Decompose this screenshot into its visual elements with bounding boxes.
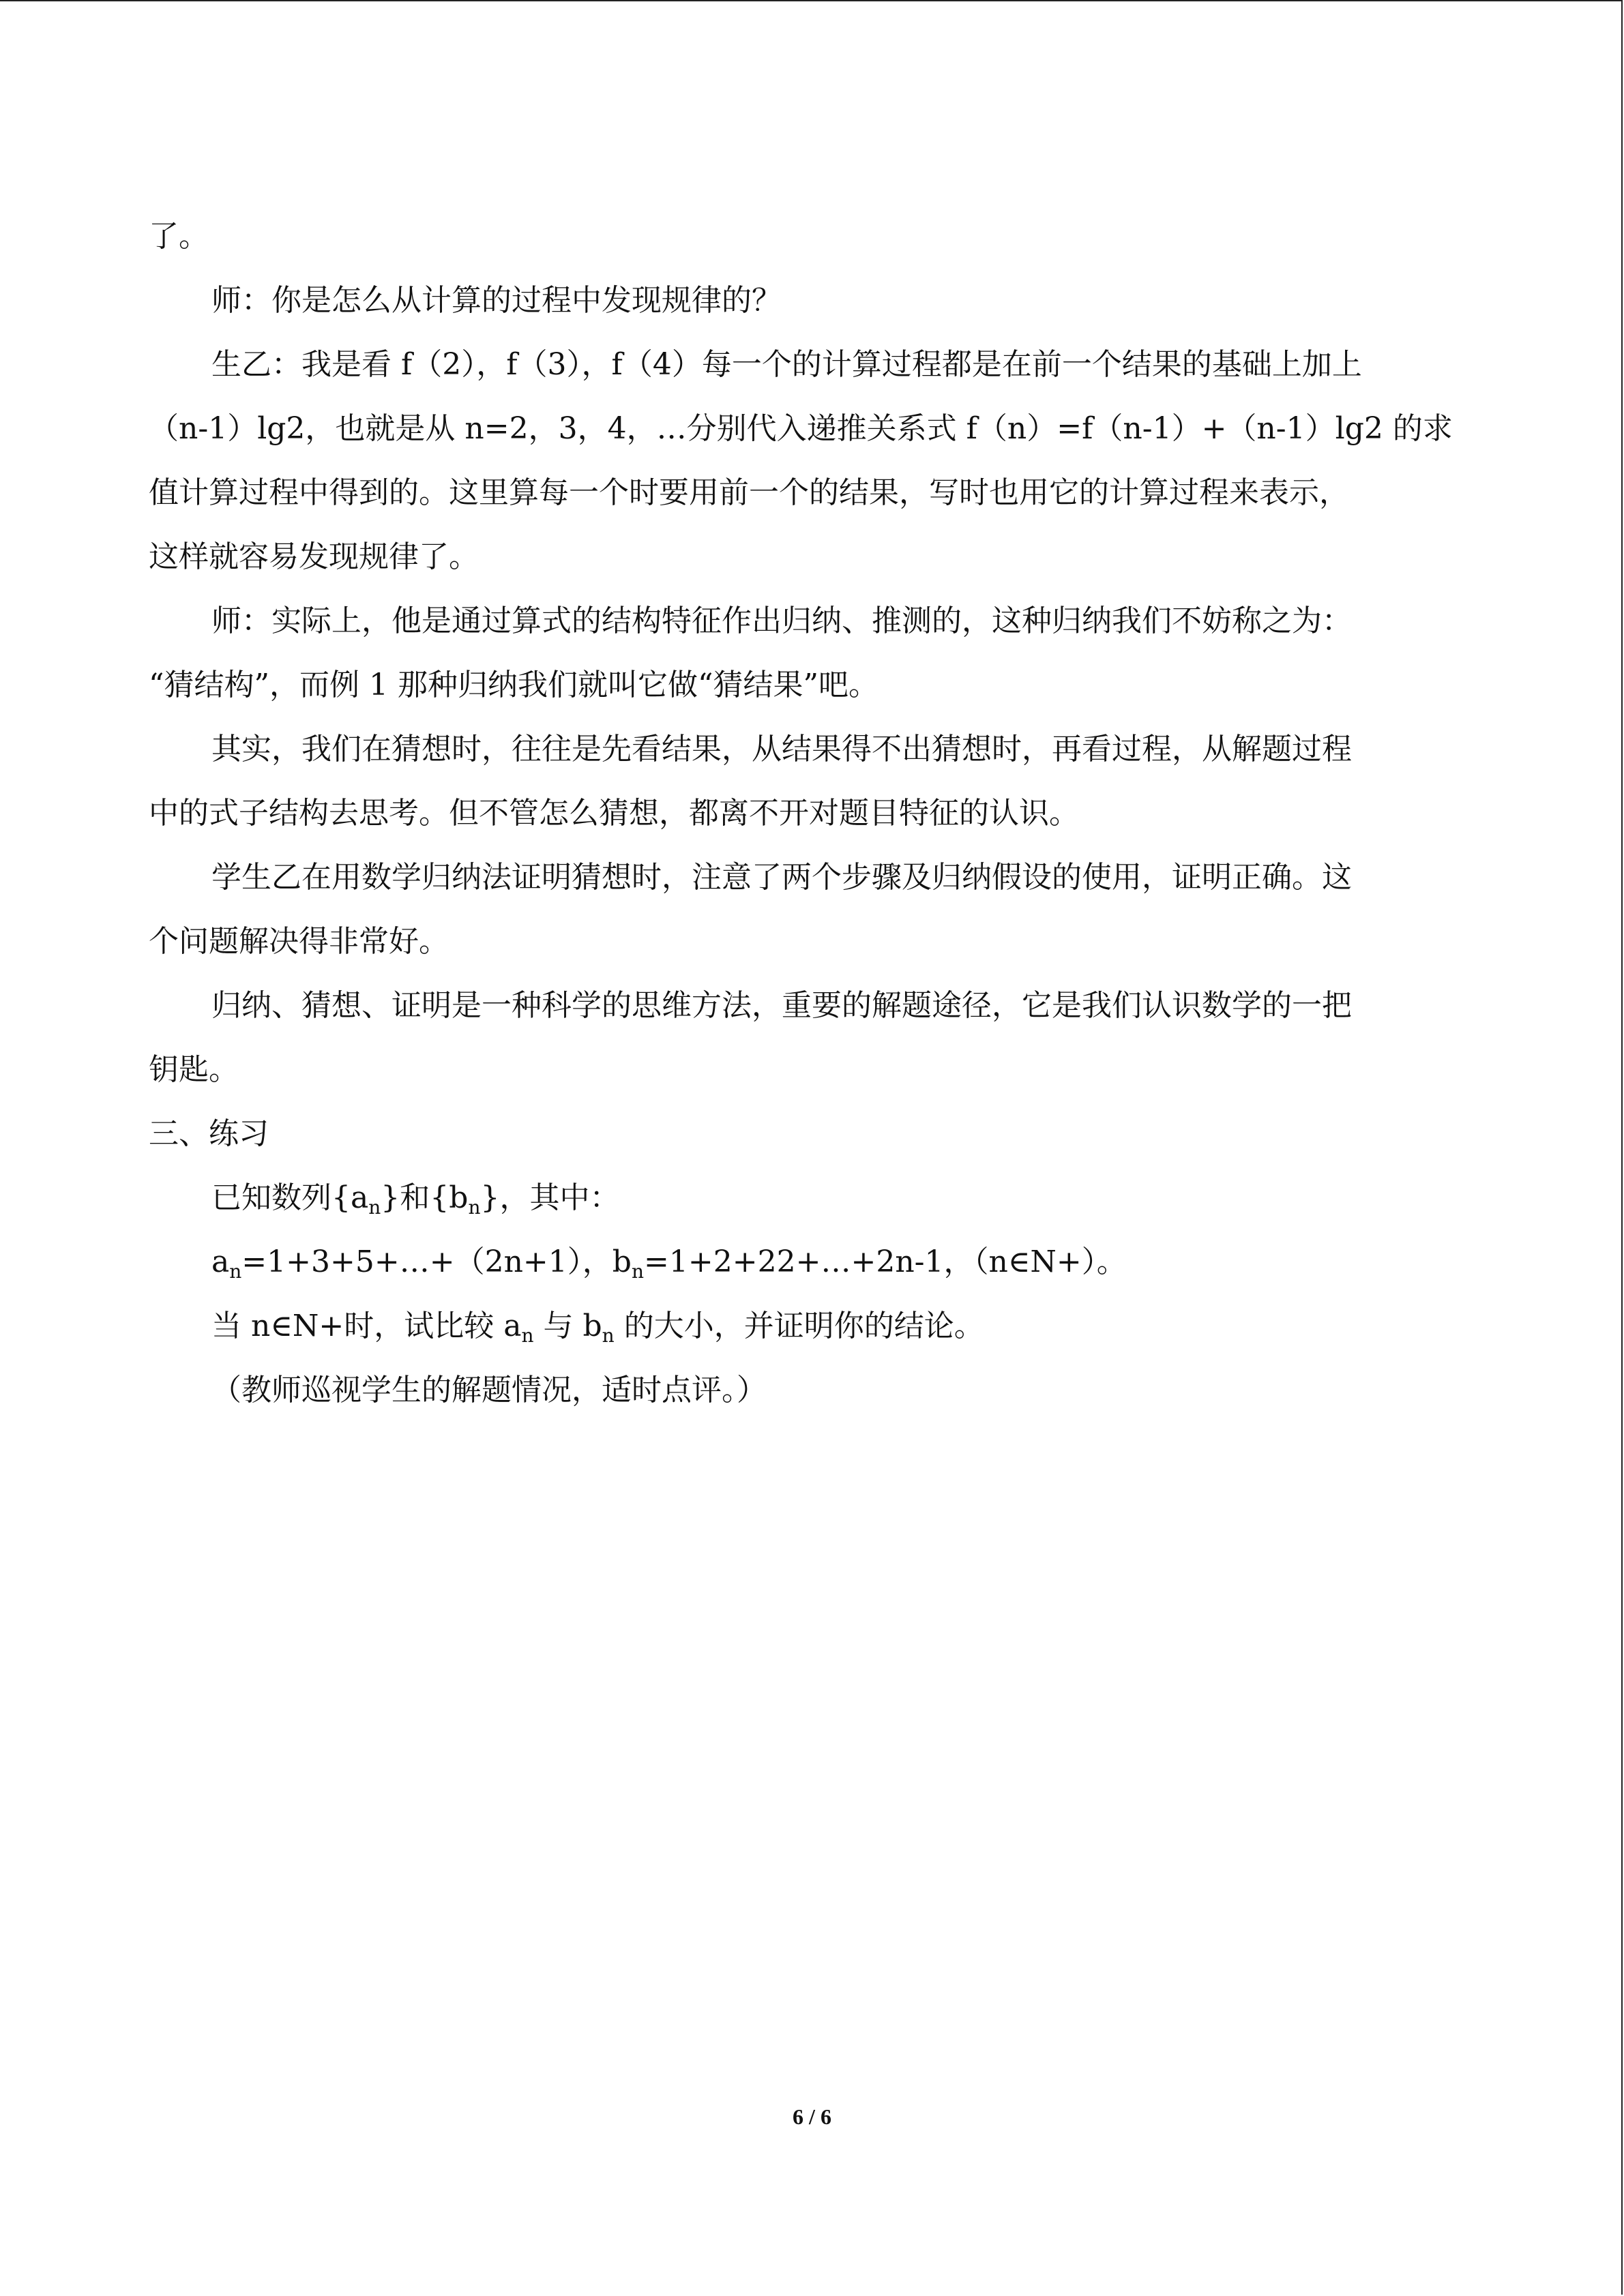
subscript: n	[602, 1324, 615, 1347]
text-line: 值计算过程中得到的。这里算每一个时要用前一个的结果，写时也用它的计算过程来表示，	[149, 475, 1349, 510]
text-line: 归纳、猜想、证明是一种科学的思维方法，重要的解题途径，它是我们认识数学的一把	[211, 988, 1352, 1023]
text-run: 的大小，并证明你的结论。	[614, 1309, 984, 1343]
subscript: n	[229, 1260, 242, 1283]
subscript: n	[368, 1196, 381, 1219]
exercise-question	[149, 1294, 1465, 1358]
text-line: （n-1）lg2，也就是从 n=2，3，4，…分别代入递推关系式 f（n）=f（n-1）+（n-1）lg2 的求	[149, 411, 1453, 446]
page-number: 6 / 6	[793, 2104, 831, 2129]
text-line: 中的式子结构去思考。但不管怎么猜想，都离不开对题目特征的认识。	[149, 796, 1079, 831]
teacher-comment	[149, 589, 1465, 717]
subscript: n	[631, 1260, 645, 1283]
text-line: 个问题解决得非常好。	[149, 924, 449, 959]
exercise-formulas	[149, 1230, 1465, 1294]
text-line: 钥匙。	[149, 1052, 239, 1087]
text-line: 生乙：我是看 f（2），f（3），f（4）每一个的计算过程都是在前一个结果的基础上加上	[211, 347, 1362, 382]
paragraph-summary	[149, 974, 1465, 1102]
text-run: 当 n∈N+时，试比较 a	[211, 1309, 522, 1343]
text-line: 师：实际上，他是通过算式的结构特征作出归纳、推测的，这种归纳我们不妨称之为：	[211, 603, 1352, 638]
text-line: “猜结构”，而例 1 那种归纳我们就叫它做“猜结果”吧。	[149, 668, 879, 702]
exercise-teacher-note: （教师巡视学生的解题情况，适时点评。）	[211, 1373, 767, 1407]
text-run: }和{b	[381, 1180, 469, 1215]
paragraph-guessing	[149, 717, 1465, 846]
exercise-sequence-intro	[149, 1166, 1465, 1230]
document-body	[149, 205, 1465, 1422]
text-run: =1+2+22+…+2n-1，（n∈N+）。	[644, 1244, 1127, 1279]
text-run: a	[211, 1244, 230, 1279]
paragraph-continuation: 了。	[149, 219, 209, 254]
exercise-heading: 三、练习	[149, 1116, 269, 1151]
subscript: n	[521, 1324, 534, 1347]
teacher-question: 师：你是怎么从计算的过程中发现规律的？	[211, 283, 782, 318]
text-run: =1+3+5+…+（2n+1），b	[241, 1244, 632, 1279]
text-line: 这样就容易发现规律了。	[149, 539, 479, 574]
text-line: 其实，我们在猜想时，往往是先看结果，从结果得不出猜想时，再看过程，从解题过程	[211, 732, 1352, 766]
text-run: 与 b	[533, 1309, 602, 1343]
paragraph-proof-review	[149, 846, 1465, 974]
text-run: 已知数列{a	[211, 1180, 369, 1215]
text-line: 学生乙在用数学归纳法证明猜想时，注意了两个步骤及归纳假设的使用，证明正确。这	[211, 860, 1352, 895]
student-b-answer	[149, 333, 1465, 589]
subscript: n	[468, 1196, 481, 1219]
text-run: }，其中：	[480, 1180, 620, 1215]
